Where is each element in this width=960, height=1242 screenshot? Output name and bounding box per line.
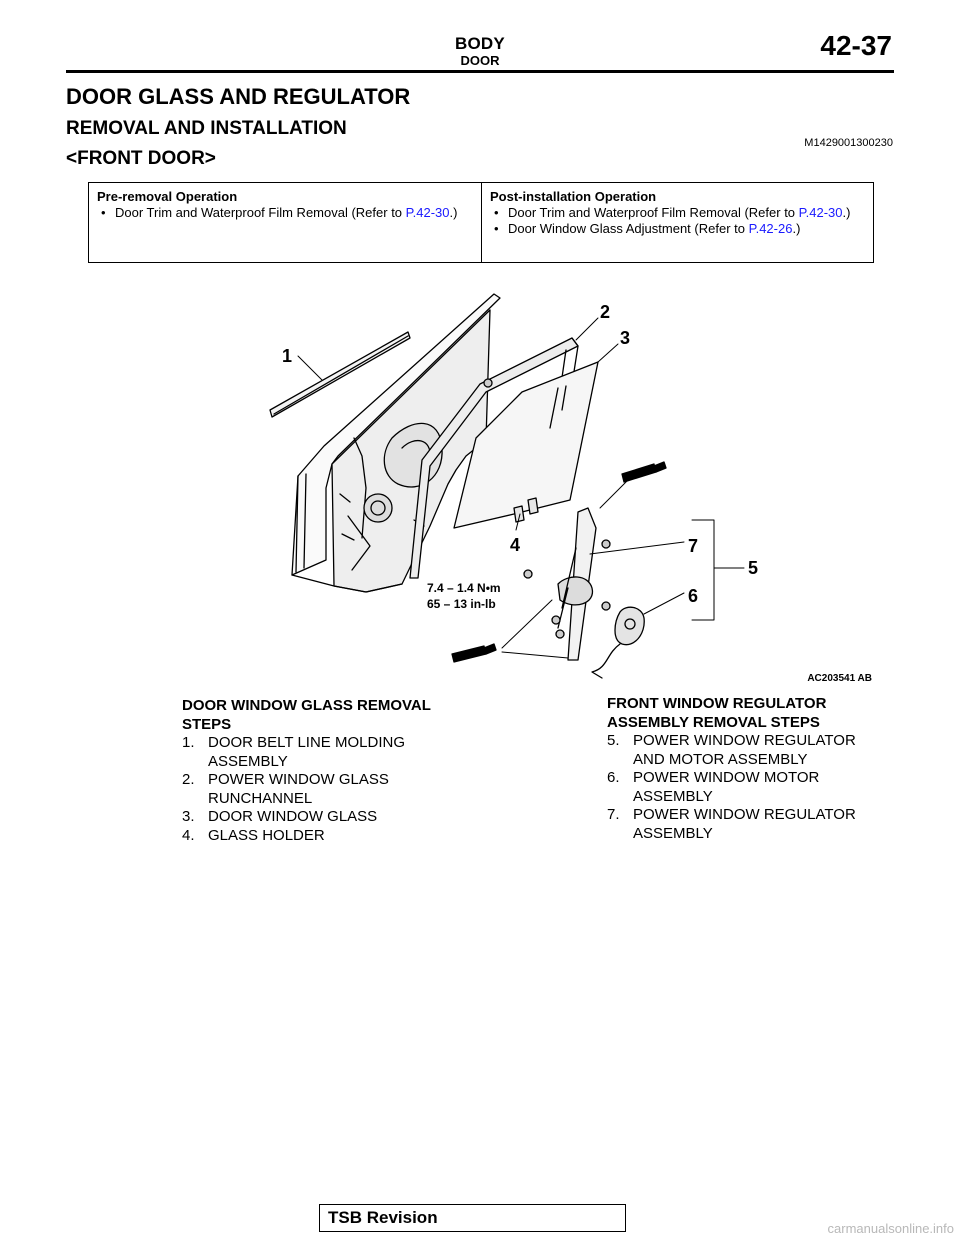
header-subsection: DOOR <box>460 53 500 68</box>
regulator-steps-heading: FRONT WINDOW REGULATOR <box>607 695 827 712</box>
callout-5: 5 <box>748 558 759 578</box>
post-installation-item: • Door Trim and Waterproof Film Removal (Refer to P.42-30.) <box>494 205 851 220</box>
bullet-icon: • <box>494 205 499 220</box>
torque-inlb: 65 – 13 in-lb <box>427 597 496 611</box>
page-subtitle: REMOVAL AND INSTALLATION <box>66 118 347 139</box>
regulator-steps-heading-2: ASSEMBLY REMOVAL STEPS <box>607 713 820 731</box>
callout-7: 7 <box>688 536 699 556</box>
pre-removal-cell <box>89 183 482 262</box>
glass-steps-heading-2: STEPS <box>182 715 232 733</box>
glass-steps-heading: DOOR WINDOW GLASS REMOVAL <box>182 697 431 714</box>
reference-link[interactable]: P.42-30 <box>798 205 843 220</box>
list-item: 6. POWER WINDOW MOTOR ASSEMBLY <box>607 769 820 805</box>
post-installation-heading: Post-installation Operation <box>490 189 657 204</box>
header-section: BODY <box>455 34 505 53</box>
callout-4: 4 <box>510 535 521 555</box>
bullet-icon: • <box>101 205 106 220</box>
list-item: 1. DOOR BELT LINE MOLDING ASSEMBLY <box>182 734 405 770</box>
section-label: <FRONT DOOR> <box>66 148 216 169</box>
window-regulator <box>558 508 596 660</box>
torque-nm: 7.4 – 1.4 N•m <box>427 581 501 595</box>
page-title: DOOR GLASS AND REGULATOR <box>66 84 411 109</box>
watermark: carmanualsonline.info <box>827 1221 954 1236</box>
page-number: 42-37 <box>820 30 892 61</box>
post-installation-item: • Door Window Glass Adjustment (Refer to P.42-26.) <box>494 221 801 236</box>
exploded-diagram <box>262 288 884 688</box>
document-id: M1429001300230 <box>804 137 893 149</box>
operations-table <box>88 182 874 263</box>
reference-link[interactable]: P.42-30 <box>405 205 450 220</box>
window-motor <box>592 607 644 678</box>
list-item: 2. POWER WINDOW GLASS RUNCHANNEL <box>182 771 389 807</box>
bullet-icon: • <box>494 221 499 236</box>
list-item: 4. GLASS HOLDER <box>182 826 325 844</box>
header-rule <box>66 70 894 73</box>
reference-link[interactable]: P.42-26 <box>748 221 793 236</box>
grease-icon <box>452 644 496 662</box>
post-installation-cell <box>482 183 875 262</box>
callout-3: 3 <box>620 328 631 348</box>
list-item: 5. POWER WINDOW REGULATOR AND MOTOR ASSEMBLY <box>607 732 856 768</box>
figure-id: AC203541 AB <box>807 673 872 684</box>
pre-removal-item: • Door Trim and Waterproof Film Removal (Refer to P.42-30.) <box>101 205 458 220</box>
tsb-revision-box: TSB Revision <box>319 1204 626 1232</box>
pre-removal-heading: Pre-removal Operation <box>97 189 238 204</box>
callout-2: 2 <box>600 302 611 322</box>
list-item: 3. DOOR WINDOW GLASS <box>182 808 378 825</box>
list-item: 7. POWER WINDOW REGULATOR ASSEMBLY <box>607 806 856 842</box>
glass-removal-steps <box>182 697 482 845</box>
regulator-removal-steps <box>607 695 897 843</box>
callout-1: 1 <box>282 346 293 366</box>
callout-6: 6 <box>688 586 699 606</box>
grease-icon <box>622 462 666 482</box>
